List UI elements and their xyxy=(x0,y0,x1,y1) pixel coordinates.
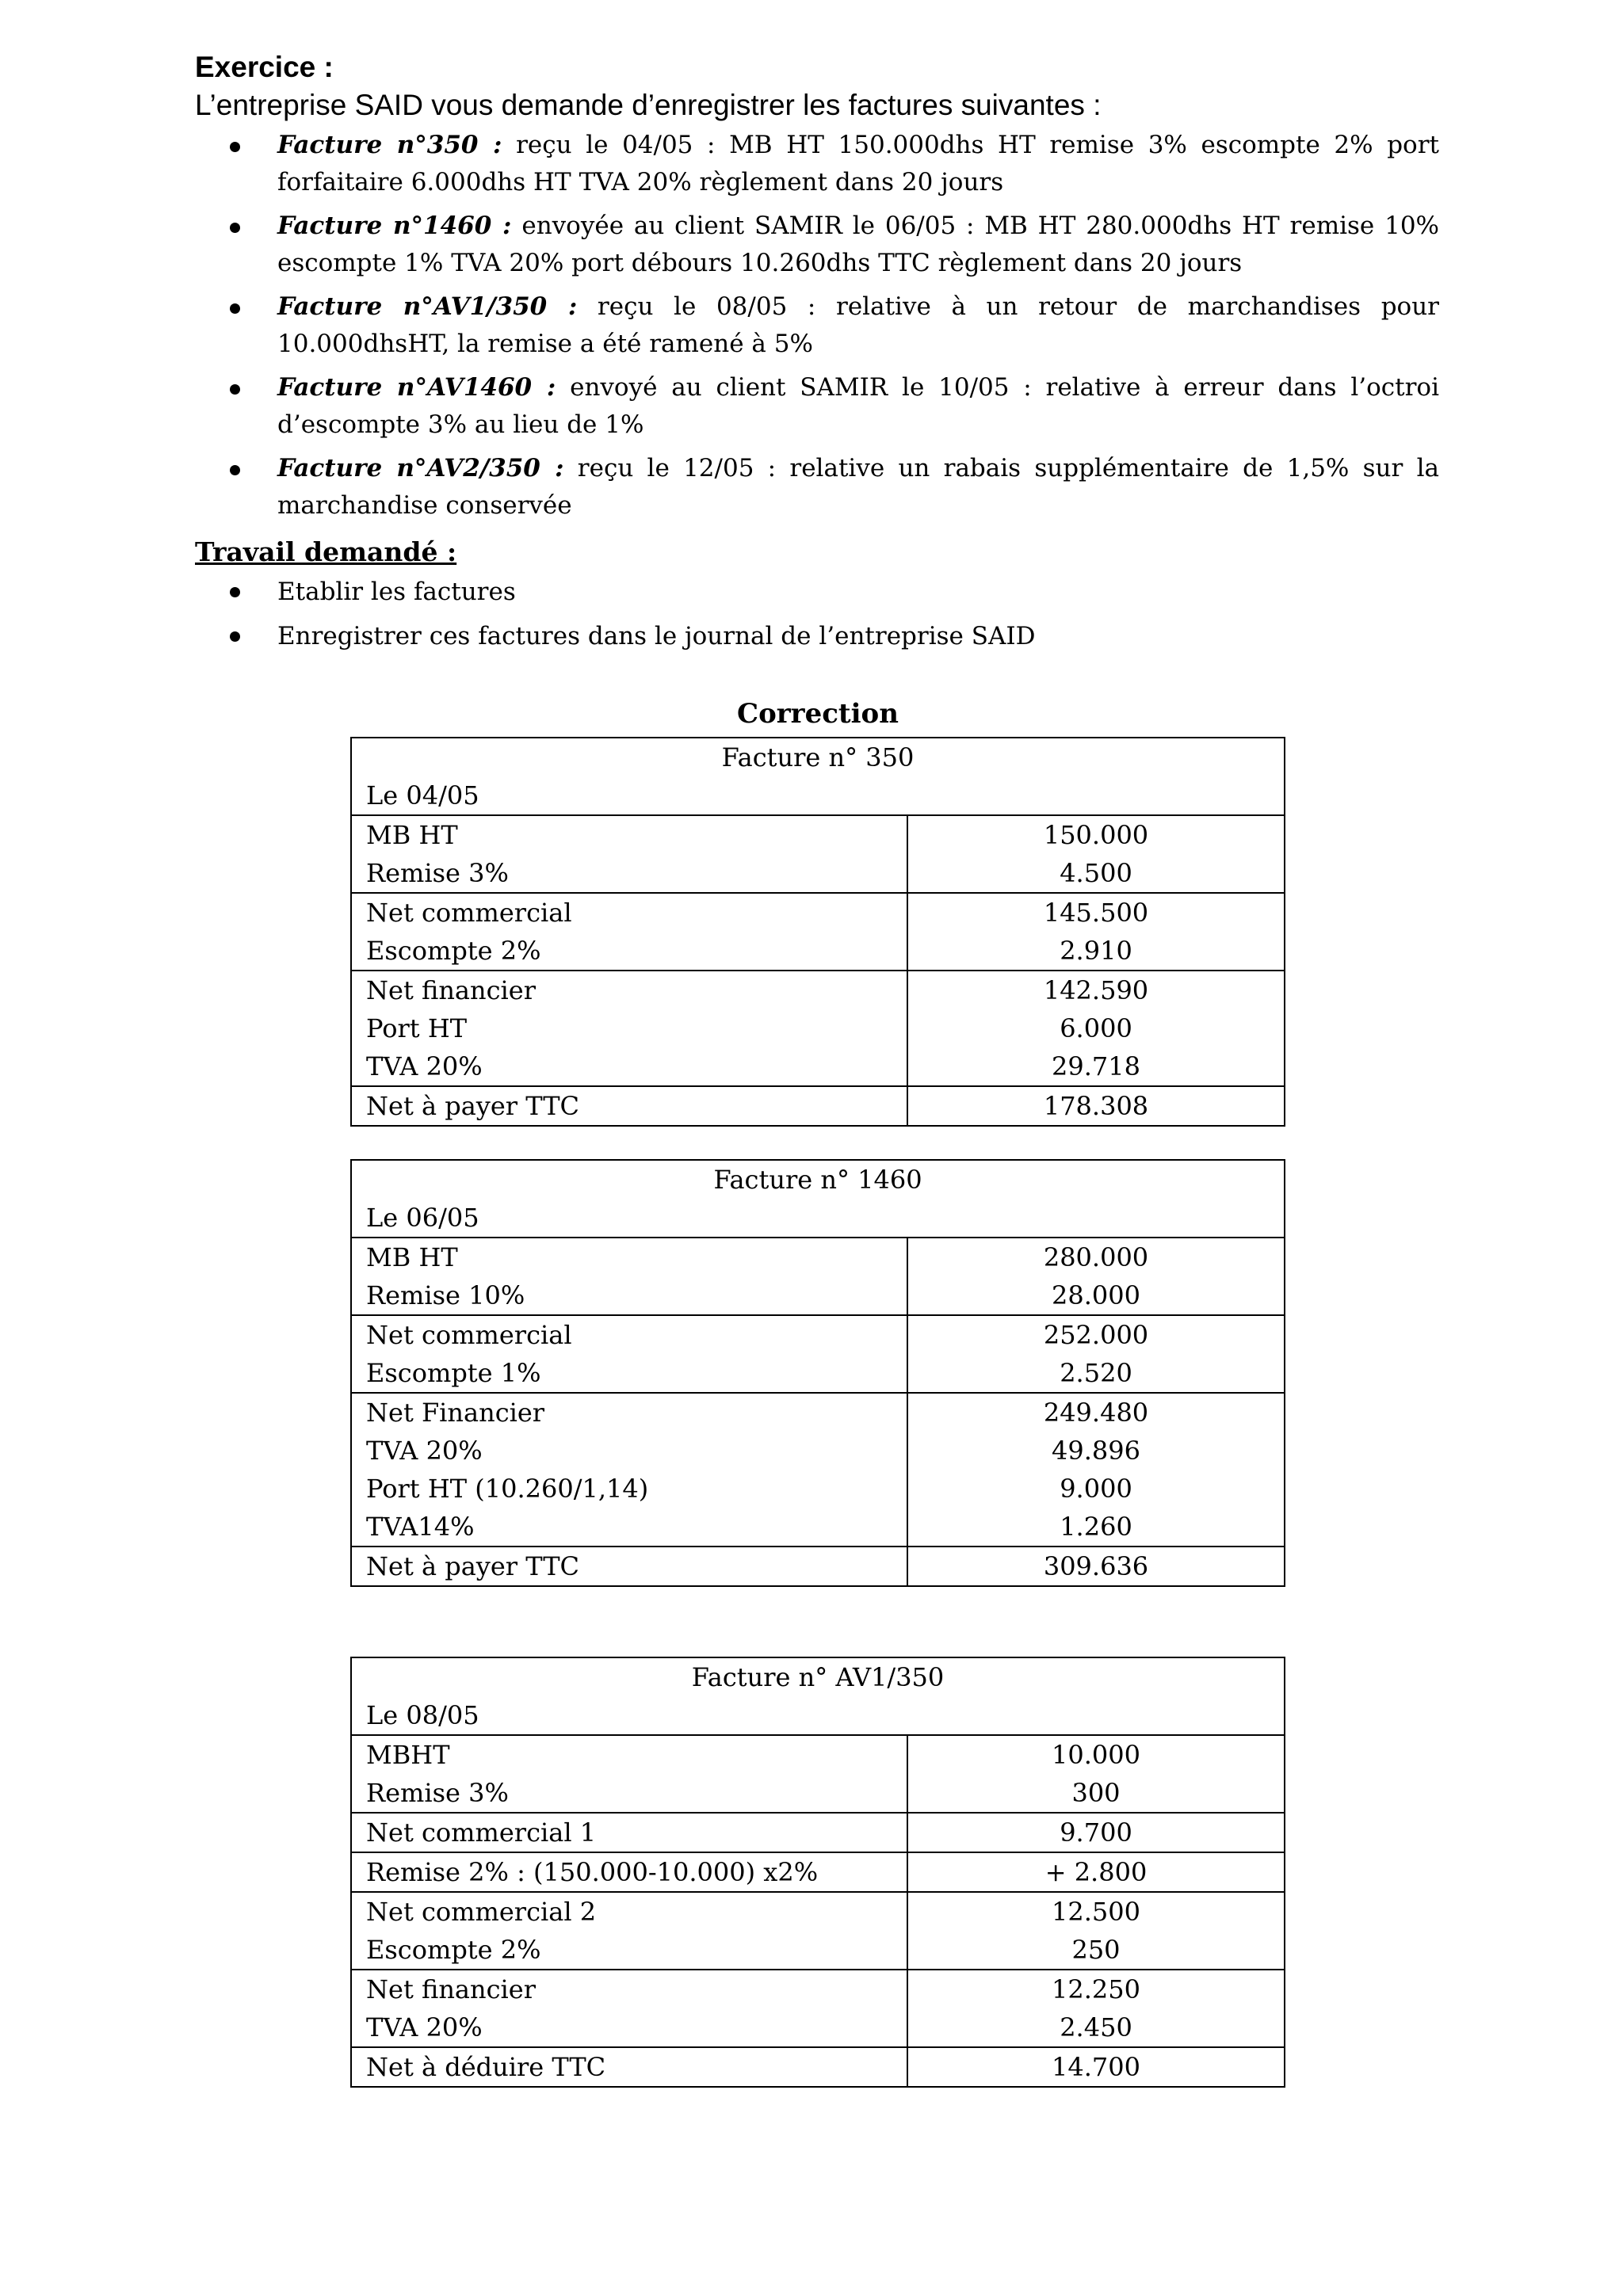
row-label: Net Financier xyxy=(366,1398,545,1428)
table-row xyxy=(351,1315,1285,1393)
invoice-title: Facture n° 350 xyxy=(721,742,915,772)
table-row xyxy=(351,1547,1285,1586)
row-label: Net à déduire TTC xyxy=(366,2052,606,2082)
list-item xyxy=(195,450,1439,524)
invoice-header xyxy=(351,1657,1285,1735)
table-row xyxy=(351,1238,1285,1315)
label-cell xyxy=(351,1238,907,1315)
row-value: + 2.800 xyxy=(1044,1857,1148,1887)
row-label: Escompte 2% xyxy=(366,1935,541,1965)
exercise-title: Exercice : xyxy=(195,51,334,83)
row-label: Remise 10% xyxy=(366,1280,525,1310)
value-cell xyxy=(907,1970,1285,2047)
row-label: Net commercial xyxy=(366,1320,572,1350)
row-label: MBHT xyxy=(366,1740,450,1770)
invoice-title: Facture n° 1460 xyxy=(713,1165,922,1195)
row-value: 14.700 xyxy=(1052,2052,1140,2082)
invoice-date: Le 04/05 xyxy=(366,780,479,810)
row-value: 12.500 xyxy=(1052,1897,1140,1927)
invoice-text: reçu le 04/05 : MB HT 150.000dhs HT remise 3% escompte 2% port forfaitaire 6.000dhs HT TVA 20% règlement dans 20 jours xyxy=(277,131,1440,196)
row-value: 9.000 xyxy=(1060,1474,1132,1504)
row-value: 309.636 xyxy=(1043,1551,1149,1581)
task-title: Travail demandé : xyxy=(195,536,457,567)
invoice-text: reçu le 12/05 : relative un rabais supplémentaire de 1,5% sur la marchandise conservée xyxy=(277,454,1439,520)
invoice-label: Facture n°AV1/350 : xyxy=(277,292,578,321)
value-cell xyxy=(907,1238,1285,1315)
invoice-header xyxy=(351,738,1285,815)
row-value: 4.500 xyxy=(1060,858,1132,888)
row-label: Port HT (10.260/1,14) xyxy=(366,1474,649,1504)
bullet-icon xyxy=(230,384,240,395)
task-text: Etablir les factures xyxy=(277,578,516,606)
row-label: Remise 3% xyxy=(366,1778,509,1808)
table-row xyxy=(351,1160,1285,1238)
row-label: Remise 3% xyxy=(366,858,509,888)
row-label: Net financier xyxy=(366,975,536,1005)
row-value: 2.450 xyxy=(1060,2012,1132,2042)
label-cell xyxy=(351,971,907,1086)
table-row xyxy=(351,815,1285,893)
value-cell xyxy=(907,893,1285,971)
table-row xyxy=(351,738,1285,815)
row-label: TVA14% xyxy=(366,1512,475,1542)
value-cell xyxy=(907,971,1285,1086)
value-cell xyxy=(907,1892,1285,1970)
bullet-icon xyxy=(230,303,240,314)
label-cell xyxy=(351,815,907,893)
value-cell xyxy=(907,1315,1285,1393)
invoice-label: Facture n°AV2/350 : xyxy=(277,454,564,482)
row-value: 1.260 xyxy=(1060,1512,1132,1542)
table-row xyxy=(351,2047,1285,2087)
row-label: Escompte 2% xyxy=(366,936,541,966)
row-label: TVA 20% xyxy=(366,1051,483,1081)
list-item xyxy=(195,127,1439,201)
correction-title: Correction xyxy=(737,698,899,730)
table-row xyxy=(351,1393,1285,1547)
row-label: Escompte 1% xyxy=(366,1358,541,1388)
invoice-350-table xyxy=(350,737,1285,1127)
invoice-date: Le 06/05 xyxy=(366,1203,479,1233)
invoice-list xyxy=(195,127,1439,531)
row-label: Remise 2% : (150.000-10.000) x2% xyxy=(366,1857,819,1887)
table-row xyxy=(351,1970,1285,2047)
invoice-text: envoyée au client SAMIR le 06/05 : MB HT 280.000dhs HT remise 10% escompte 1% TVA 20% port débours 10.260dhs TTC règlement dans 20 jours xyxy=(277,212,1439,277)
invoice-header xyxy=(351,1160,1285,1238)
table-row xyxy=(351,971,1285,1086)
invoice-text: envoyé au client SAMIR le 10/05 : relative à erreur dans l’octroi d’escompte 3% au lieu de 1% xyxy=(277,373,1439,439)
row-value: 29.718 xyxy=(1052,1051,1140,1081)
value-cell xyxy=(907,1086,1285,1126)
row-label: MB HT xyxy=(366,820,458,850)
invoice-label: Facture n°350 : xyxy=(277,131,502,159)
row-label: Net commercial 2 xyxy=(366,1897,597,1927)
row-value: 142.590 xyxy=(1043,975,1149,1005)
row-value: 2.910 xyxy=(1060,936,1132,966)
list-item xyxy=(195,208,1439,282)
table-row xyxy=(351,1657,1285,1735)
invoice-1460-table xyxy=(350,1159,1285,1587)
label-cell xyxy=(351,1892,907,1970)
table-row xyxy=(351,1813,1285,1852)
label-cell xyxy=(351,1852,907,1892)
row-label: TVA 20% xyxy=(366,2012,483,2042)
row-value: 249.480 xyxy=(1043,1398,1149,1428)
value-cell xyxy=(907,2047,1285,2087)
row-value: 10.000 xyxy=(1052,1740,1140,1770)
value-cell xyxy=(907,1852,1285,1892)
row-value: 150.000 xyxy=(1043,820,1149,850)
label-cell xyxy=(351,1547,907,1586)
invoice-date: Le 08/05 xyxy=(366,1700,479,1730)
label-cell xyxy=(351,893,907,971)
row-label: TVA 20% xyxy=(366,1436,483,1466)
invoice-label: Facture n°AV1460 : xyxy=(277,373,556,402)
value-cell xyxy=(907,1813,1285,1852)
row-value: 2.520 xyxy=(1060,1358,1132,1388)
row-value: 250 xyxy=(1071,1935,1121,1965)
table-row xyxy=(351,1892,1285,1970)
row-value: 28.000 xyxy=(1052,1280,1140,1310)
row-label: Net commercial 1 xyxy=(366,1817,597,1848)
bullet-icon xyxy=(230,587,240,597)
invoice-label: Facture n°1460 : xyxy=(277,212,512,240)
label-cell xyxy=(351,1086,907,1126)
row-value: 300 xyxy=(1071,1778,1121,1808)
list-item xyxy=(195,288,1439,363)
list-item xyxy=(195,369,1439,444)
list-item xyxy=(195,618,1439,654)
row-value: 252.000 xyxy=(1043,1320,1149,1350)
bullet-icon xyxy=(230,631,240,642)
value-cell xyxy=(907,1547,1285,1586)
table-row xyxy=(351,1852,1285,1892)
bullet-icon xyxy=(230,223,240,233)
list-item xyxy=(195,574,1439,610)
row-label: Net à payer TTC xyxy=(366,1091,580,1121)
row-value: 178.308 xyxy=(1043,1091,1149,1121)
row-value: 6.000 xyxy=(1060,1013,1132,1043)
row-value: 12.250 xyxy=(1052,1974,1140,2004)
invoice-av1-350-table xyxy=(350,1657,1285,2088)
label-cell xyxy=(351,2047,907,2087)
bullet-icon xyxy=(230,465,240,475)
label-cell xyxy=(351,1315,907,1393)
row-label: Net financier xyxy=(366,1974,536,2004)
invoice-title: Facture n° AV1/350 xyxy=(691,1662,945,1692)
value-cell xyxy=(907,815,1285,893)
table-row xyxy=(351,1086,1285,1126)
row-label: Port HT xyxy=(366,1013,468,1043)
row-value: 9.700 xyxy=(1060,1817,1132,1848)
label-cell xyxy=(351,1393,907,1547)
row-value: 280.000 xyxy=(1043,1242,1149,1272)
label-cell xyxy=(351,1970,907,2047)
bullet-icon xyxy=(230,142,240,152)
table-row xyxy=(351,893,1285,971)
task-text: Enregistrer ces factures dans le journal de l’entreprise SAID xyxy=(277,622,1036,650)
row-value: 145.500 xyxy=(1043,898,1149,928)
label-cell xyxy=(351,1813,907,1852)
row-label: Net commercial xyxy=(366,898,572,928)
value-cell xyxy=(907,1735,1285,1813)
exercise-intro: L’entreprise SAID vous demande d’enregistrer les factures suivantes : xyxy=(195,89,1102,121)
invoice-text: reçu le 08/05 : relative à un retour de marchandises pour 10.000dhsHT, la remise a été ramené à 5% xyxy=(277,292,1439,358)
row-label: Net à payer TTC xyxy=(366,1551,580,1581)
row-label: MB HT xyxy=(366,1242,458,1272)
label-cell xyxy=(351,1735,907,1813)
value-cell xyxy=(907,1393,1285,1547)
table-row xyxy=(351,1735,1285,1813)
task-list xyxy=(195,574,1439,662)
row-value: 49.896 xyxy=(1052,1436,1140,1466)
